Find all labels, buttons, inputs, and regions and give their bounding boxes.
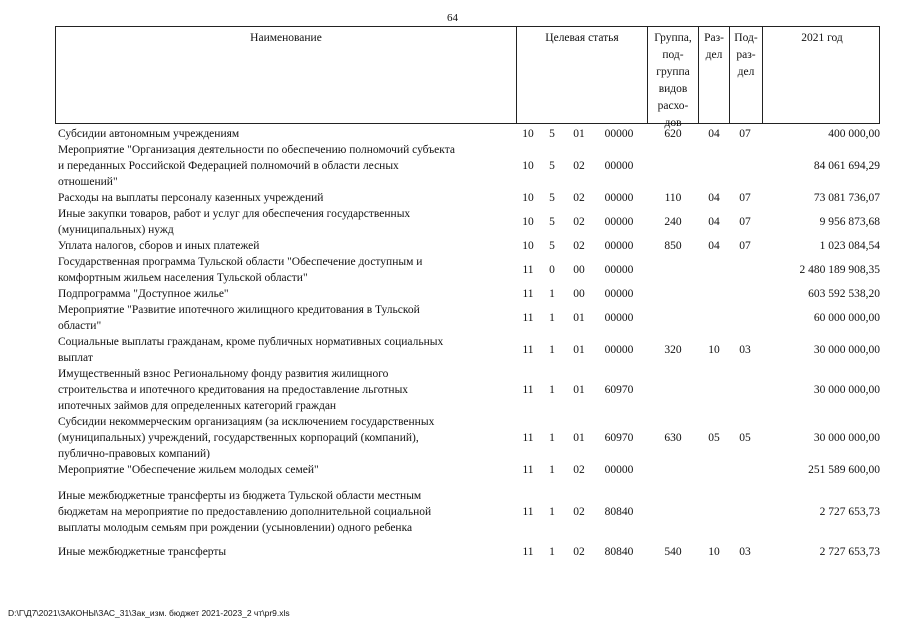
target-code-2: 1 xyxy=(549,464,555,476)
target-code-3: 02 xyxy=(573,240,585,252)
section-code: 04 xyxy=(708,216,720,228)
target-code-1: 10 xyxy=(522,128,534,140)
target-code-4: 00000 xyxy=(604,312,634,324)
amount-2021: 30 000 000,00 xyxy=(813,384,880,396)
row-name: Иные закупки товаров, работ и услуг для обеспечения государственных (муниципальных) нужд xyxy=(58,208,411,236)
target-code-4: 80840 xyxy=(604,546,634,558)
table-row xyxy=(58,142,884,190)
target-code-4: 00000 xyxy=(604,160,634,172)
target-code-4: 00000 xyxy=(604,464,634,476)
subsection-code: 07 xyxy=(739,128,751,140)
target-code-1: 11 xyxy=(522,464,534,476)
target-code-2: 1 xyxy=(549,546,555,558)
table-row xyxy=(58,254,884,286)
target-code-3: 02 xyxy=(573,464,585,476)
subsection-code: 03 xyxy=(739,546,751,558)
target-code-4: 80840 xyxy=(604,506,634,518)
target-code-3: 01 xyxy=(573,432,585,444)
header-subsection: Под- раз- дел xyxy=(729,27,762,123)
table-row xyxy=(58,414,884,462)
row-name: Социальные выплаты гражданам, кроме публичных нормативных социальных выплат xyxy=(58,336,444,364)
target-code-2: 0 xyxy=(549,264,555,276)
target-code-3: 01 xyxy=(573,384,585,396)
target-code-1: 11 xyxy=(522,506,534,518)
target-code-1: 11 xyxy=(522,288,534,300)
amount-2021: 400 000,00 xyxy=(828,128,880,140)
target-code-4: 60970 xyxy=(604,384,634,396)
target-code-4: 00000 xyxy=(604,192,634,204)
target-code-1: 11 xyxy=(522,546,534,558)
target-code-3: 00 xyxy=(573,288,585,300)
target-code-1: 10 xyxy=(522,240,534,252)
table-header xyxy=(55,26,880,129)
target-code-3: 02 xyxy=(573,546,585,558)
table-row xyxy=(58,334,884,366)
table-row xyxy=(58,302,884,334)
amount-2021: 2 727 653,73 xyxy=(819,506,880,518)
expense-group: 320 xyxy=(664,344,682,356)
target-code-4: 60970 xyxy=(604,432,634,444)
subsection-code: 03 xyxy=(739,344,751,356)
target-code-4: 00000 xyxy=(604,344,634,356)
amount-2021: 2 480 189 908,35 xyxy=(799,264,880,276)
target-code-2: 1 xyxy=(549,384,555,396)
target-code-4: 00000 xyxy=(604,216,634,228)
table-row xyxy=(58,190,884,206)
file-path-footer: D:\Г\Д7\2021\ЗАКОНЫ\ЗАС_31\Зак_изм. бюджет 2021-2023_2 чт\pr9.xls xyxy=(8,608,290,618)
expense-group: 540 xyxy=(664,546,682,558)
expense-group: 620 xyxy=(664,128,682,140)
expense-group: 110 xyxy=(664,192,682,204)
target-code-2: 5 xyxy=(549,240,555,252)
target-code-1: 10 xyxy=(522,192,534,204)
row-name: Субсидии некоммерческим организациям (за исключением государственных (муниципальных) учреждений, государственных корпораций (компаний), публично-правовых компаний) xyxy=(58,416,435,460)
header-group: Группа, под- группа видов расхо- дов xyxy=(647,27,698,123)
amount-2021: 1 023 084,54 xyxy=(819,240,880,252)
table-row xyxy=(58,488,884,536)
subsection-code: 07 xyxy=(739,192,751,204)
amount-2021: 2 727 653,73 xyxy=(819,546,880,558)
target-code-3: 02 xyxy=(573,160,585,172)
amount-2021: 9 956 873,68 xyxy=(819,216,880,228)
section-code: 05 xyxy=(708,432,720,444)
table-row xyxy=(58,286,884,302)
target-code-3: 00 xyxy=(573,264,585,276)
row-name: Имущественный взнос Региональному фонду развития жилищного строительства и ипотечного кредитования на предоставление льготных ипотечных займов для определенных категорий граждан xyxy=(58,368,409,412)
table-body xyxy=(58,126,884,560)
target-code-4: 00000 xyxy=(604,264,634,276)
header-section: Раз- дел xyxy=(698,27,729,123)
amount-2021: 30 000 000,00 xyxy=(813,344,880,356)
row-name: Мероприятие "Развитие ипотечного жилищного кредитования в Тульской области" xyxy=(58,304,420,332)
target-code-3: 02 xyxy=(573,192,585,204)
header-name: Наименование xyxy=(250,32,322,44)
section-code: 04 xyxy=(708,192,720,204)
table-row xyxy=(58,238,884,254)
target-code-3: 01 xyxy=(573,312,585,324)
expense-group: 850 xyxy=(664,240,682,252)
row-name: Мероприятие "Организация деятельности по обеспечению полномочий субъекта и переданных Российской Федерацией полномочий в области лесных отношений" xyxy=(58,144,455,188)
target-code-3: 02 xyxy=(573,506,585,518)
section-code: 10 xyxy=(708,546,720,558)
target-code-2: 1 xyxy=(549,432,555,444)
target-code-4: 00000 xyxy=(604,240,634,252)
row-name: Подпрограмма "Доступное жилье" xyxy=(58,288,229,300)
row-name: Иные межбюджетные трансферты из бюджета Тульской области местным бюджетам на мероприятие по предоставлению дополнительной социальной выплаты молодым семьям при рождении (усыновлении) одного ребенка xyxy=(58,490,432,534)
target-code-3: 02 xyxy=(573,216,585,228)
table-row xyxy=(58,462,884,478)
section-code: 04 xyxy=(708,128,720,140)
table-row xyxy=(58,126,884,142)
target-code-1: 10 xyxy=(522,160,534,172)
row-name: Иные межбюджетные трансферты xyxy=(58,546,227,558)
page-number: 64 xyxy=(447,12,458,24)
amount-2021: 30 000 000,00 xyxy=(813,432,880,444)
target-code-2: 1 xyxy=(549,344,555,356)
row-name: Государственная программа Тульской области "Обеспечение доступным и комфортным жильем населения Тульской области" xyxy=(58,256,423,284)
amount-2021: 60 000 000,00 xyxy=(813,312,880,324)
target-code-3: 01 xyxy=(573,128,585,140)
amount-2021: 251 589 600,00 xyxy=(808,464,880,476)
row-name: Уплата налогов, сборов и иных платежей xyxy=(58,240,260,252)
row-name: Субсидии автономным учреждениям xyxy=(58,128,240,140)
table-row xyxy=(58,206,884,238)
target-code-1: 10 xyxy=(522,216,534,228)
amount-2021: 73 081 736,07 xyxy=(813,192,880,204)
subsection-code: 05 xyxy=(739,432,751,444)
target-code-1: 11 xyxy=(522,264,534,276)
row-name: Мероприятие "Обеспечение жильем молодых семей" xyxy=(58,464,319,476)
section-code: 04 xyxy=(708,240,720,252)
target-code-1: 11 xyxy=(522,312,534,324)
target-code-2: 1 xyxy=(549,506,555,518)
target-code-2: 5 xyxy=(549,216,555,228)
target-code-1: 11 xyxy=(522,384,534,396)
expense-group: 630 xyxy=(664,432,682,444)
subsection-code: 07 xyxy=(739,240,751,252)
target-code-2: 5 xyxy=(549,128,555,140)
section-code: 10 xyxy=(708,344,720,356)
amount-2021: 84 061 694,29 xyxy=(813,160,880,172)
table-row xyxy=(58,544,884,560)
target-code-4: 00000 xyxy=(604,288,634,300)
header-year: 2021 год xyxy=(762,27,881,123)
row-name: Расходы на выплаты персоналу казенных учреждений xyxy=(58,192,324,204)
target-code-1: 11 xyxy=(522,432,534,444)
target-code-1: 11 xyxy=(522,344,534,356)
header-target-article: Целевая статья xyxy=(516,27,647,123)
subsection-code: 07 xyxy=(739,216,751,228)
table-row xyxy=(58,366,884,414)
target-code-2: 1 xyxy=(549,312,555,324)
amount-2021: 603 592 538,20 xyxy=(808,288,880,300)
target-code-3: 01 xyxy=(573,344,585,356)
target-code-2: 5 xyxy=(549,192,555,204)
target-code-2: 5 xyxy=(549,160,555,172)
target-code-2: 1 xyxy=(549,288,555,300)
target-code-4: 00000 xyxy=(604,128,634,140)
expense-group: 240 xyxy=(664,216,682,228)
